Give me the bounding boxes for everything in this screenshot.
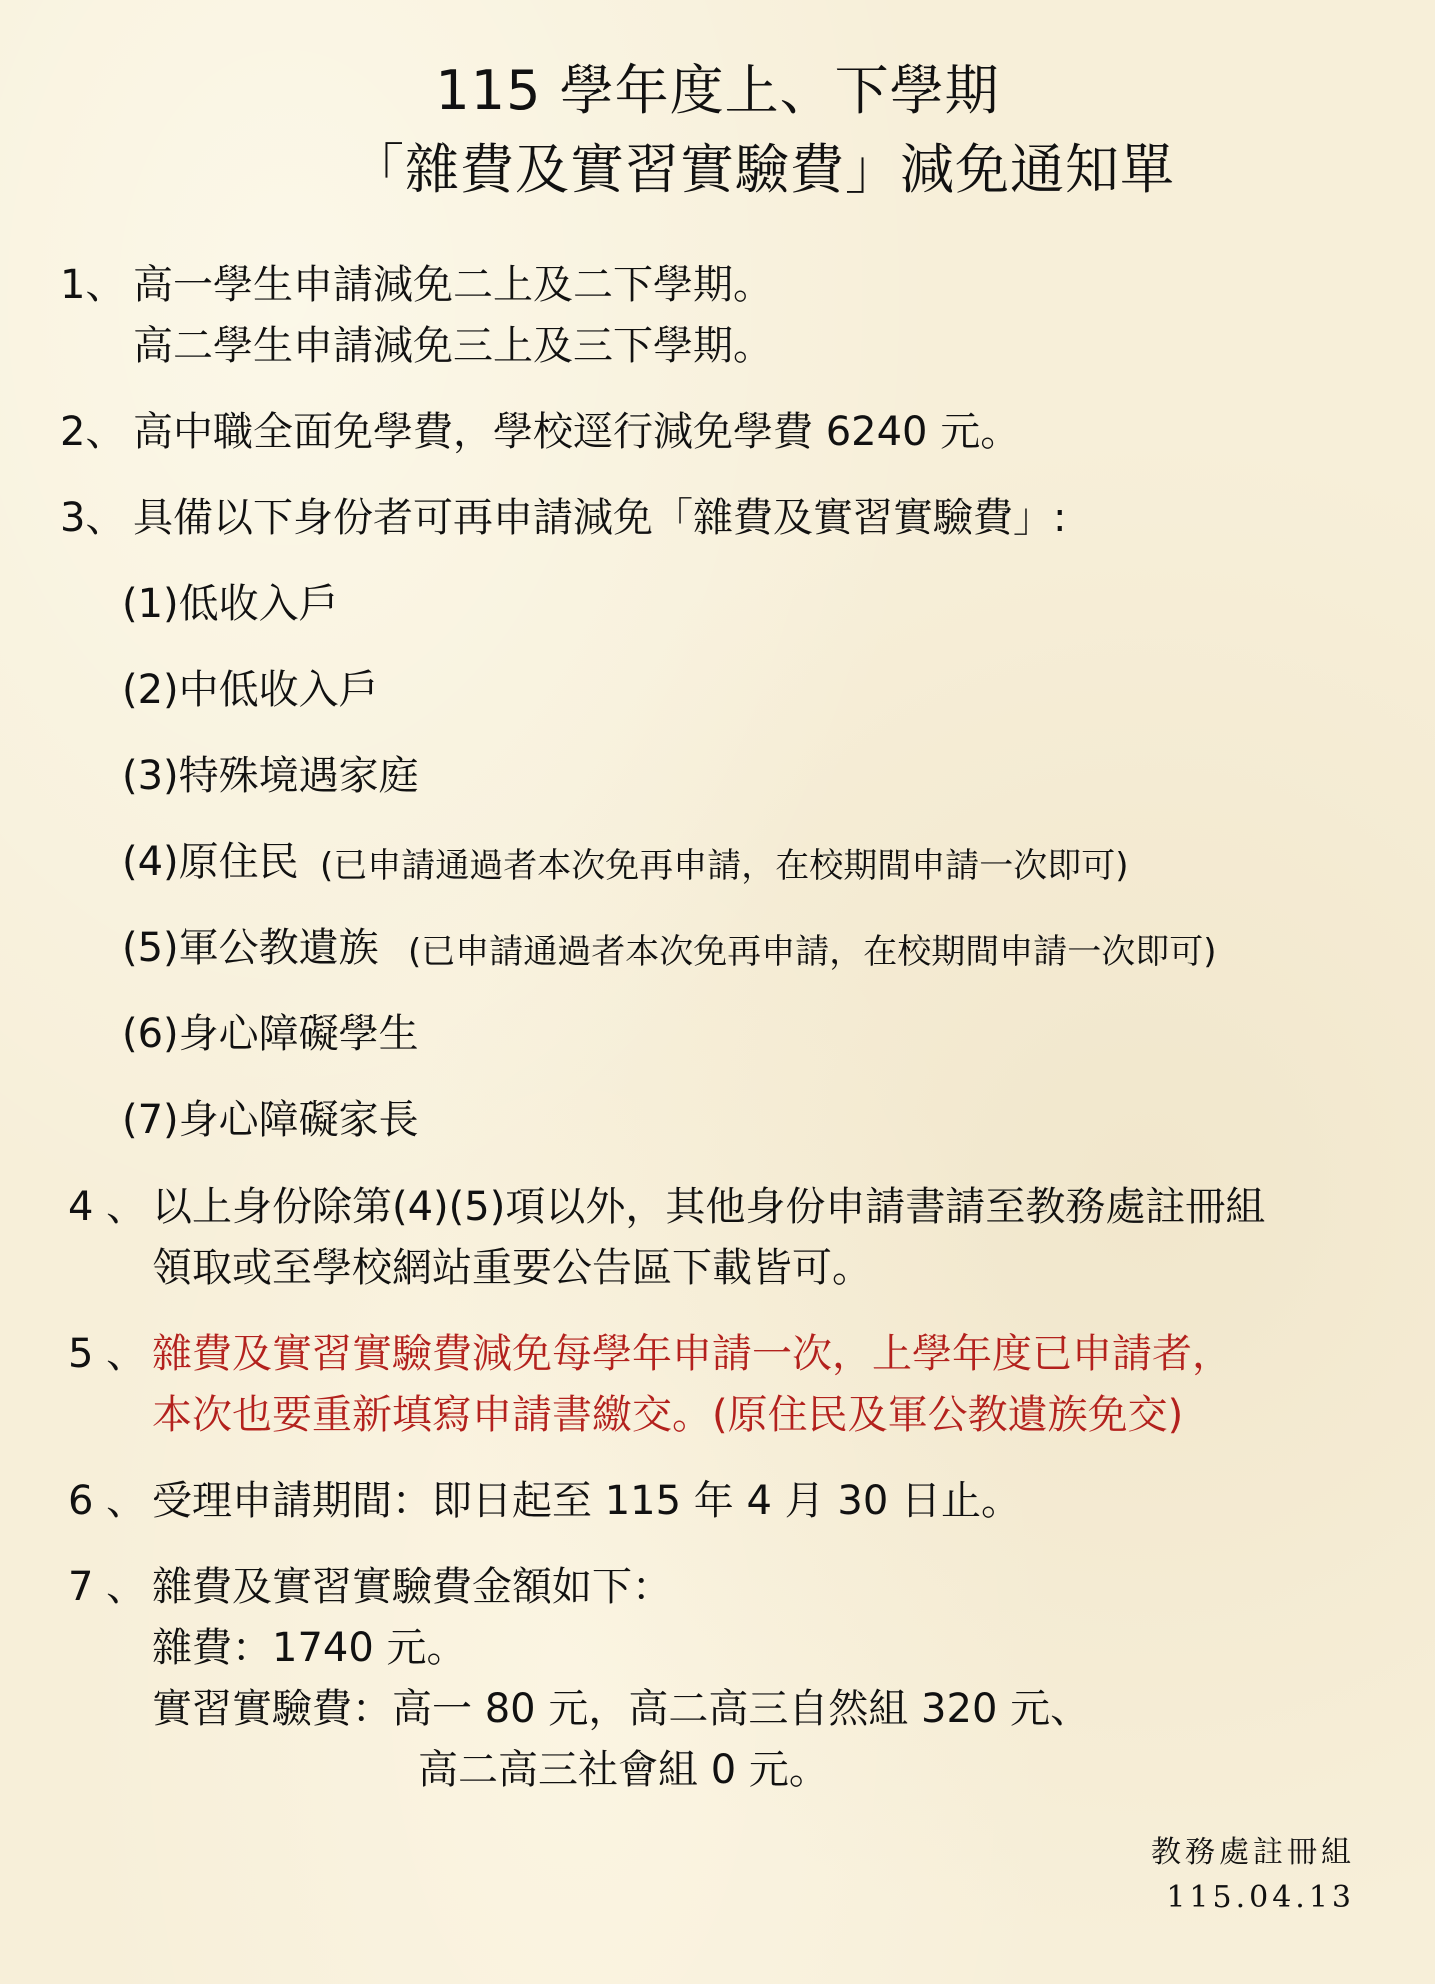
item-3-sub-4: (4)原住民: [122, 839, 299, 885]
signature-office: 教務處註冊組: [1151, 1835, 1355, 1870]
item-7-number: 7 、: [68, 1564, 147, 1610]
item-3-sub-2: (2)中低收入戶: [122, 667, 379, 713]
title-line-2: 「雜費及實習實驗費」減免通知單: [350, 138, 1175, 201]
item-6-number: 6 、: [68, 1478, 147, 1524]
item-4-text-a: 以上身份除第(4)(5)項以外，其他身份申請書請至教務處註冊組: [152, 1184, 1266, 1230]
item-3-number: 3、: [60, 495, 126, 541]
item-6-text: 受理申請期間：即日起至 115 年 4 月 30 日止。: [152, 1478, 1021, 1524]
item-3-sub-1: (1)低收入戶: [122, 581, 339, 627]
item-3-sub-6: (6)身心障礙學生: [122, 1011, 419, 1057]
item-7-fee-b: 實習實驗費：高一 80 元，高二高三自然組 320 元、: [152, 1686, 1091, 1732]
item-5-text-a: 雜費及實習實驗費減免每學年申請一次，上學年度已申請者，: [152, 1331, 1232, 1377]
item-3-sub-5-note: (已申請通過者本次免再申請，在校期間申請一次即可): [408, 932, 1217, 972]
signature-date: 115.04.13: [1166, 1880, 1355, 1915]
item-2-text: 高中職全面免學費，學校逕行減免學費 6240 元。: [133, 409, 1021, 455]
item-2-number: 2、: [60, 409, 126, 455]
item-5-number: 5 、: [68, 1331, 147, 1377]
item-7-text: 雜費及實習實驗費金額如下：: [152, 1564, 672, 1610]
item-1-text-b: 高二學生申請減免三上及三下學期。: [133, 323, 773, 369]
item-1-number: 1、: [60, 262, 126, 308]
item-3-sub-3: (3)特殊境遇家庭: [122, 753, 419, 799]
item-7-fee-a: 雜費：1740 元。: [152, 1625, 467, 1671]
item-4-text-b: 領取或至學校網站重要公告區下載皆可。: [152, 1245, 872, 1291]
item-7-fee-c: 高二高三社會組 0 元。: [418, 1747, 829, 1793]
item-1-text-a: 高一學生申請減免二上及二下學期。: [133, 262, 773, 308]
item-5-text-b: 本次也要重新填寫申請書繳交。(原住民及軍公教遺族免交): [152, 1392, 1184, 1438]
item-4-number: 4 、: [68, 1184, 147, 1230]
title-line-1: 115 學年度上、下學期: [435, 59, 1000, 122]
item-3-sub-7: (7)身心障礙家長: [122, 1097, 419, 1143]
item-3-sub-5: (5)軍公教遺族: [122, 925, 379, 971]
item-3-sub-4-note: (已申請通過者本次免再申請，在校期間申請一次即可): [320, 846, 1129, 886]
item-3-text: 具備以下身份者可再申請減免「雜費及實習實驗費」:: [133, 495, 1067, 541]
